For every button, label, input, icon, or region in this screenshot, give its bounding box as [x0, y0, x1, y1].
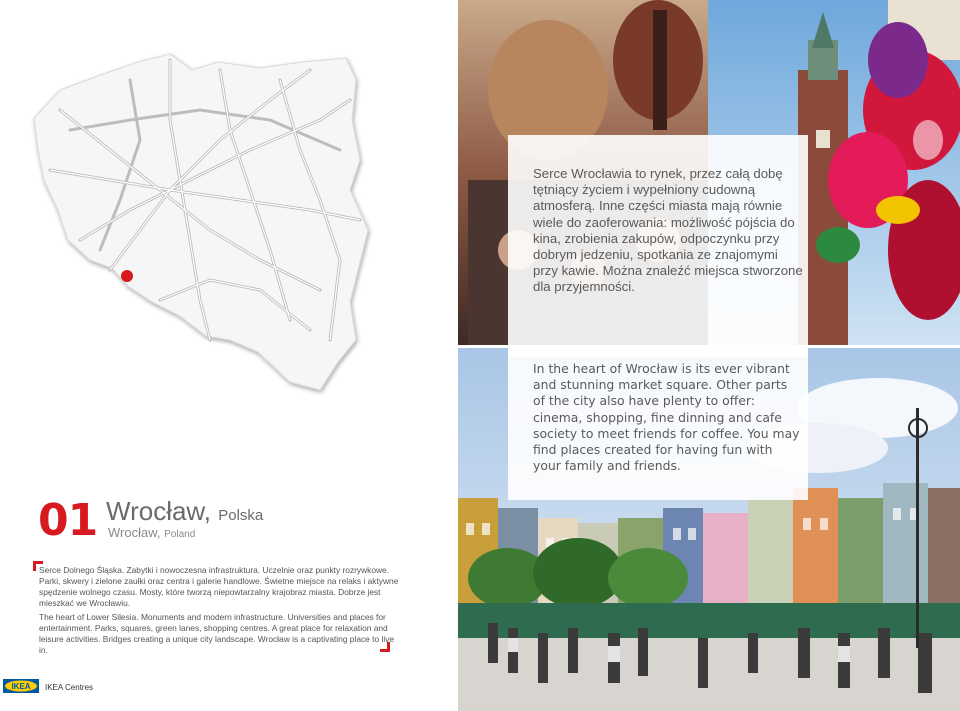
section-title	[38, 496, 438, 546]
poland-map-icon	[20, 40, 380, 400]
wroclaw-marker-icon	[121, 270, 133, 282]
body-text-pl: Serce Dolnego Śląska. Zabytki i nowoczesna infrastruktura. Uczelnie oraz punkty rozrywkowe. Parki, skwery i zielone zaułki oraz centra i galerie handlowe. Świetne miejsce na relaks i aktywne spędzenie wolnego czasu. Mosty, które tworzą niepowtarzalny krajobraz miasta. Dobrze jest mieszkać we Wrocławiu.	[39, 565, 399, 608]
country-name-pl: Polska	[218, 507, 264, 524]
panel-text-en: In the heart of Wrocław is its ever vibrant and stunning market square. Other parts of the city also have plenty to offer: cinema, shopping, fine dinning and cafe society to meet friends for coffee. You may find places created for having fun with your family and friends.	[533, 361, 800, 474]
country-name-en: Poland	[164, 529, 196, 540]
city-name-pl: Wrocław,	[106, 496, 211, 526]
left-page	[0, 0, 458, 711]
corner-bracket-bottom-right	[380, 642, 390, 652]
body-text-en: The heart of Lower Silesia. Monuments and modern infrastructure. Universities and places for entertainment. Parks, squares, green lanes, shopping centres. A great place for relaxation and leisure activities. Bridges creating a unique city landscape. Wrocław is a captivating place to live in.	[39, 612, 395, 655]
footer-label: IKEA Centres	[45, 683, 94, 692]
ikea-logo-icon	[3, 679, 39, 693]
panel-text-pl: Serce Wrocławia to rynek, przez całą dobę tętniący życiem i wypełniony cudowną atmosferą. Inne części miasta mają równie wiele do zaoferowania: możliwość pójścia do kina, zrobienia zakupów, odpoczynku przy dobrym jedzeniu, spotkania ze znajomymi przy kawie. Można znaleźć miejsca stworzone dla przyjemności.	[533, 166, 803, 295]
city-title-en	[108, 525, 195, 540]
city-name-en: Wrocław,	[108, 525, 161, 540]
section-number: 01	[38, 495, 98, 546]
ikea-logo-text: IKEA	[11, 682, 31, 691]
